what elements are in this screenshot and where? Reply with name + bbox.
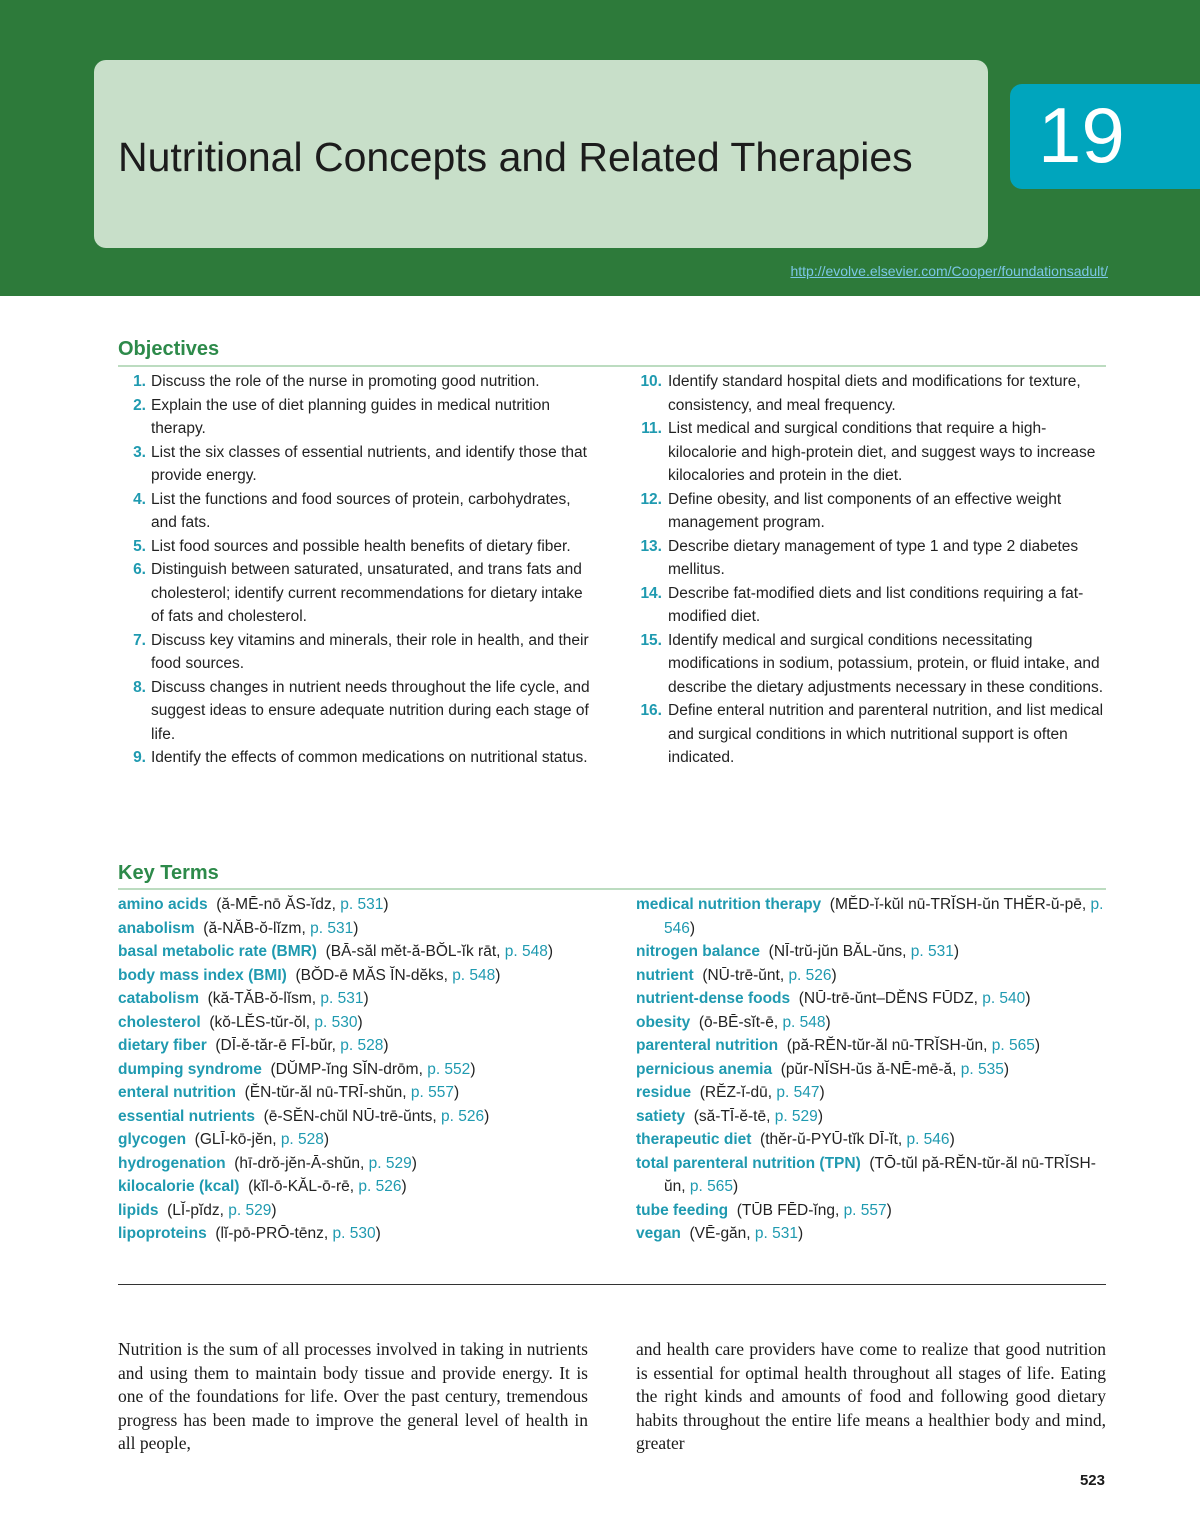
key-term-page-ref: p. 540 — [982, 990, 1026, 1007]
key-term-pronunciation: (DŬMP-ĭng SĬN-drōm, — [270, 1060, 428, 1078]
key-term-close: ) — [323, 1131, 330, 1148]
objective-number: 7. — [133, 631, 146, 649]
key-terms-rule — [118, 888, 1106, 890]
objective-text: Describe dietary management of type 1 and type 2 diabetes mellitus. — [668, 537, 1079, 578]
objective-item — [118, 676, 594, 747]
key-term-item — [118, 964, 598, 988]
objectives-rule — [118, 365, 1106, 367]
key-term-page-ref: p. 526 — [441, 1107, 485, 1125]
key-term-close: ) — [732, 1178, 739, 1195]
key-term-page-ref: p. 565 — [991, 1037, 1035, 1054]
key-term-page-ref: p. 531 — [320, 990, 364, 1007]
key-term-item — [636, 964, 1106, 988]
objectives-heading: Objectives — [118, 338, 220, 360]
key-term-pronunciation: (hī-drŏ-jĕn-Ā-shŭn, — [234, 1154, 369, 1172]
key-term-pronunciation: (thĕr-ŭ-PYŪ-tĭk DĪ-ĭt, — [760, 1131, 907, 1148]
title-box — [94, 60, 988, 248]
body-paragraph-left: Nutrition is the sum of all processes involved in taking in nutrients and using them to maintain body tissue and provide energy. It is one of the foundations for life. Over the past century, tremendous progress has been made to improve the general level of health in all people, — [118, 1339, 588, 1453]
key-term: parenteral nutrition — [636, 1037, 779, 1054]
key-term-pronunciation: (MĔD-ĭ-kŭl nū-TRĬSH-ŭn THĔR-ŭ-pē, — [829, 896, 1091, 913]
key-term-pronunciation: (kŏ-LĔS-tŭr-ŏl, — [209, 1013, 315, 1031]
objective-item — [118, 629, 594, 676]
key-term: nitrogen balance — [636, 943, 761, 960]
key-term-pronunciation: (DĪ-ĕ-tăr-ē FĪ-bŭr, — [215, 1037, 341, 1054]
key-term-pronunciation: (kă-TĂB-ŏ-lĭsm, — [207, 990, 321, 1007]
key-term: dietary fiber — [118, 1037, 207, 1054]
objective-text: Define obesity, and list components of an effective weight management program. — [668, 490, 1062, 531]
objective-text: List medical and surgical conditions that require a high-kilocalorie and high-protein diet, and suggest ways to increase kilocalories and protein in the diet. — [668, 420, 1096, 484]
objective-number: 3. — [133, 443, 146, 461]
objective-text: Identify the effects of common medications on nutritional status. — [151, 749, 588, 766]
objective-text: List the functions and food sources of protein, carbohydrates, and fats. — [151, 490, 571, 531]
chapter-header-band — [0, 0, 1200, 296]
key-term-pronunciation: (ă-NĂB-ŏ-lĭzm, — [203, 919, 311, 937]
key-term-item — [636, 1058, 1106, 1082]
key-term-page-ref: p. 565 — [689, 1178, 733, 1195]
key-term-close: ) — [363, 990, 369, 1007]
key-term-close: ) — [411, 1154, 417, 1172]
key-term: total parenteral nutrition (TPN) — [636, 1154, 861, 1172]
key-term-page-ref: p. 547 — [776, 1084, 820, 1101]
objective-item — [118, 535, 594, 559]
key-term-pronunciation: (TŪB FĒD-ĭng, — [736, 1201, 844, 1219]
key-term-close: ) — [271, 1201, 277, 1219]
key-term-item — [118, 1128, 598, 1152]
body-paragraph-right: and health care providers have come to realize that good nutrition is essential for optimal health throughout all stages of life. Eating the right kinds and amounts of food and following good dietary habits throughout the entire life means a healthier body and mind, greater — [636, 1339, 1106, 1453]
key-term: therapeutic diet — [636, 1131, 752, 1148]
chapter-number-box — [1010, 84, 1200, 189]
key-term-pronunciation: (ō-BĒ-sĭt-ē, — [698, 1013, 783, 1031]
key-term-pronunciation: (kĭl-ō-KĂL-ō-rē, — [248, 1178, 359, 1195]
key-term-close: ) — [819, 1084, 825, 1101]
key-term-close: ) — [886, 1201, 892, 1219]
objective-text: Discuss changes in nutrient needs throughout the life cycle, and suggest ideas to ensure adequate nutrition during each stage of life. — [151, 678, 590, 743]
key-term-item — [118, 1081, 598, 1105]
key-term-pronunciation: (pă-RĔN-tŭr-ăl nū-TRĬSH-ŭn, — [786, 1037, 992, 1054]
key-term: anabolism — [118, 919, 195, 937]
key-term-item — [118, 917, 598, 941]
key-term-item — [118, 940, 598, 964]
objective-number: 14. — [640, 584, 662, 602]
key-term-close: ) — [495, 966, 501, 984]
objective-item — [620, 370, 1108, 417]
key-term-pronunciation: (VĒ-găn, — [689, 1225, 755, 1242]
key-term-page-ref: p. 526 — [358, 1178, 402, 1195]
key-term: obesity — [636, 1013, 691, 1031]
objective-text: Identify standard hospital diets and modifications for texture, consistency, and meal frequency. — [668, 373, 1081, 414]
key-term-close: ) — [357, 1013, 363, 1031]
key-term-page-ref: p. 548 — [452, 966, 496, 984]
key-term-close: ) — [689, 919, 696, 937]
key-term-close: ) — [1034, 1037, 1041, 1054]
key-term: nutrient-dense foods — [636, 990, 791, 1007]
key-term: glycogen — [118, 1131, 187, 1148]
key-term: hydrogenation — [118, 1154, 226, 1172]
objective-item — [118, 488, 594, 535]
key-term-close: ) — [825, 1013, 831, 1031]
objectives-right-column — [620, 370, 1108, 770]
key-term-pronunciation: (TŌ-tŭl pă-RĔN-tŭr-ăl nū-TRĬSH-ŭn, — [664, 1154, 1096, 1195]
key-term-pronunciation: (NŪ-trē-ŭnt–DĔNS FŪDZ, — [798, 990, 983, 1007]
chapter-number: 19 — [1038, 91, 1125, 179]
key-term-page-ref: p. 531 — [754, 1225, 799, 1242]
key-term-page-ref: p. 546 — [664, 896, 1104, 937]
objective-number: 8. — [133, 678, 146, 696]
key-term-item — [636, 940, 1106, 964]
objective-item — [118, 441, 594, 488]
key-term-page-ref: p. 531 — [910, 943, 954, 960]
objective-number: 4. — [133, 490, 146, 508]
objectives-left-column — [118, 370, 594, 770]
key-term-pronunciation: (BŎD-ē MĂS ĬN-dĕks, — [295, 966, 453, 984]
key-term-pronunciation: (ĔN-tŭr-ăl nū-TRĪ-shŭn, — [244, 1084, 411, 1101]
key-term: catabolism — [118, 990, 199, 1007]
objective-text: Describe fat-modified diets and list conditions requiring a fat-modified diet. — [668, 584, 1084, 625]
objective-number: 5. — [133, 537, 146, 555]
key-term-pronunciation: (RĔZ-ĭ-dū, — [699, 1084, 777, 1101]
objective-number: 1. — [133, 373, 146, 390]
key-term-pronunciation: (NŪ-trē-ŭnt, — [702, 966, 789, 984]
key-term-page-ref: p. 548 — [782, 1013, 826, 1031]
key-term-page-ref: p. 530 — [314, 1013, 358, 1031]
key-term-pronunciation: (pŭr-NĬSH-ŭs ă-NĒ-mē-ă, — [780, 1060, 961, 1078]
key-term-pronunciation: (GLĪ-kō-jĕn, — [194, 1131, 281, 1148]
objective-text: Distinguish between saturated, unsaturated, and trans fats and cholesterol; identify current recommendations for dietary intake of fats and cholesterol. — [151, 561, 583, 625]
key-term: tube feeding — [636, 1201, 729, 1219]
key-term-close: ) — [383, 1037, 389, 1054]
key-term-item — [636, 1222, 1106, 1246]
key-term: residue — [636, 1084, 692, 1101]
key-term-item — [118, 1034, 598, 1058]
key-term-close: ) — [353, 919, 359, 937]
key-term: cholesterol — [118, 1013, 201, 1031]
key-term-page-ref: p. 530 — [332, 1225, 376, 1242]
key-term-close: ) — [798, 1225, 804, 1242]
objective-item — [620, 417, 1108, 488]
key-term: nutrient — [636, 966, 694, 984]
objective-item — [620, 535, 1108, 582]
key-term: amino acids — [118, 896, 208, 913]
objective-number: 11. — [641, 420, 662, 437]
key-terms-heading: Key Terms — [118, 862, 219, 884]
key-term: kilocalorie (kcal) — [118, 1178, 240, 1195]
key-terms-left-column — [118, 893, 598, 1246]
key-term: vegan — [636, 1225, 681, 1242]
key-term: lipids — [118, 1201, 159, 1219]
objective-number: 12. — [640, 490, 662, 508]
key-term-close: ) — [375, 1225, 381, 1242]
key-term-close: ) — [470, 1060, 476, 1078]
key-term-item — [118, 893, 598, 917]
key-term-page-ref: p. 557 — [843, 1201, 887, 1219]
key-term-pronunciation: (LĬ-pĭdz, — [167, 1201, 229, 1219]
key-term-item — [118, 1058, 598, 1082]
key-term-close: ) — [547, 943, 554, 960]
key-term-close: ) — [1025, 990, 1031, 1007]
objective-number: 15. — [640, 631, 662, 649]
key-term-close: ) — [1003, 1060, 1010, 1078]
objective-item — [118, 370, 594, 394]
key-term-close: ) — [831, 966, 837, 984]
objective-text: Identify medical and surgical conditions necessitating modifications in sodium, potassium, protein, or fluid intake, and describe the dietary adjustments necessary in these conditions. — [668, 631, 1104, 696]
objective-item — [620, 582, 1108, 629]
objective-number: 2. — [133, 396, 146, 414]
key-term: enteral nutrition — [118, 1084, 236, 1101]
key-term-item — [118, 1222, 598, 1246]
key-term-pronunciation: (ă-MĒ-nō ĂS-ĭdz, — [216, 896, 341, 913]
key-term: pernicious anemia — [636, 1060, 773, 1078]
key-term-page-ref: p. 552 — [427, 1060, 471, 1078]
key-term-item — [636, 1199, 1106, 1223]
key-term: lipoproteins — [118, 1225, 207, 1242]
key-term-close: ) — [453, 1084, 460, 1101]
key-term-item — [118, 1105, 598, 1129]
key-term-pronunciation: (BĀ-săl mĕt-ă-BŎL-ĭk rāt, — [325, 943, 505, 960]
key-term-item — [636, 1128, 1106, 1152]
objective-item — [620, 699, 1108, 770]
key-term-page-ref: p. 529 — [228, 1201, 272, 1219]
objective-item — [118, 558, 594, 629]
key-term-page-ref: p. 528 — [280, 1131, 324, 1148]
key-term-close: ) — [401, 1178, 407, 1195]
objective-item — [620, 629, 1108, 700]
key-term-item — [636, 1081, 1106, 1105]
key-term-close: ) — [949, 1131, 955, 1148]
objective-text: List the six classes of essential nutrients, and identify those that provide energy. — [151, 443, 587, 484]
key-term-item — [636, 987, 1106, 1011]
key-term-page-ref: p. 548 — [504, 943, 548, 960]
key-term-item — [636, 893, 1106, 940]
objective-number: 6. — [133, 561, 146, 578]
key-term-close: ) — [953, 943, 960, 960]
key-term-pronunciation: (să-TĪ-ĕ-tē, — [693, 1107, 775, 1125]
key-term-pronunciation: (lĭ-pō-PRŌ-tēnz, — [215, 1225, 333, 1242]
key-term-page-ref: p. 557 — [410, 1084, 454, 1101]
key-term-item — [636, 1152, 1106, 1199]
key-term-page-ref: p. 528 — [340, 1037, 384, 1054]
key-term-page-ref: p. 531 — [340, 896, 384, 913]
chapter-title: Nutritional Concepts and Related Therapies — [118, 134, 913, 180]
key-term-close: ) — [383, 896, 389, 913]
key-term-pronunciation: (NĪ-trŭ-jŭn BĂL-ŭns, — [768, 943, 911, 960]
key-term-item — [636, 1034, 1106, 1058]
page-number: 523 — [1079, 1472, 1105, 1489]
key-term: dumping syndrome — [118, 1060, 262, 1078]
key-term: basal metabolic rate (BMR) — [118, 943, 317, 960]
key-term-pronunciation: (ē-SĔN-chŭl NŪ-trē-ŭnts, — [263, 1107, 442, 1125]
key-term: body mass index (BMI) — [118, 966, 287, 984]
key-term-item — [118, 987, 598, 1011]
key-term-page-ref: p. 529 — [368, 1154, 412, 1172]
key-term-page-ref: p. 531 — [310, 919, 354, 937]
evolve-link[interactable]: http://evolve.elsevier.com/Cooper/foundationsadult/ — [790, 263, 1108, 279]
key-term-item — [636, 1011, 1106, 1035]
key-term-item — [118, 1011, 598, 1035]
key-terms-right-column — [636, 893, 1106, 1246]
key-term-item — [118, 1199, 598, 1223]
objective-number: 13. — [640, 537, 662, 555]
objective-number: 16. — [640, 702, 662, 719]
objective-text: Explain the use of diet planning guides in medical nutrition therapy. — [151, 396, 550, 437]
key-term: medical nutrition therapy — [636, 896, 822, 913]
section-divider — [118, 1284, 1106, 1285]
key-term-item — [636, 1105, 1106, 1129]
objective-text: Discuss the role of the nurse in promoting good nutrition. — [151, 373, 540, 390]
key-term-page-ref: p. 529 — [774, 1107, 818, 1125]
objective-number: 9. — [133, 749, 146, 766]
key-term-close: ) — [817, 1107, 823, 1125]
key-term-item — [118, 1152, 598, 1176]
key-term-page-ref: p. 535 — [960, 1060, 1004, 1078]
objective-text: Discuss key vitamins and minerals, their role in health, and their food sources. — [151, 631, 589, 672]
key-term: essential nutrients — [118, 1107, 255, 1125]
key-term-item — [118, 1175, 598, 1199]
key-term-close: ) — [484, 1107, 490, 1125]
key-term: satiety — [636, 1107, 686, 1125]
objective-text: List food sources and possible health benefits of dietary fiber. — [151, 537, 571, 555]
key-term-page-ref: p. 526 — [788, 966, 832, 984]
objective-text: Define enteral nutrition and parenteral nutrition, and list medical and surgical conditions in which nutritional support is often indicated. — [668, 702, 1104, 766]
key-term-page-ref: p. 546 — [906, 1131, 950, 1148]
objective-item — [118, 746, 594, 770]
objective-item — [620, 488, 1108, 535]
objective-item — [118, 394, 594, 441]
objective-number: 10. — [640, 373, 662, 390]
